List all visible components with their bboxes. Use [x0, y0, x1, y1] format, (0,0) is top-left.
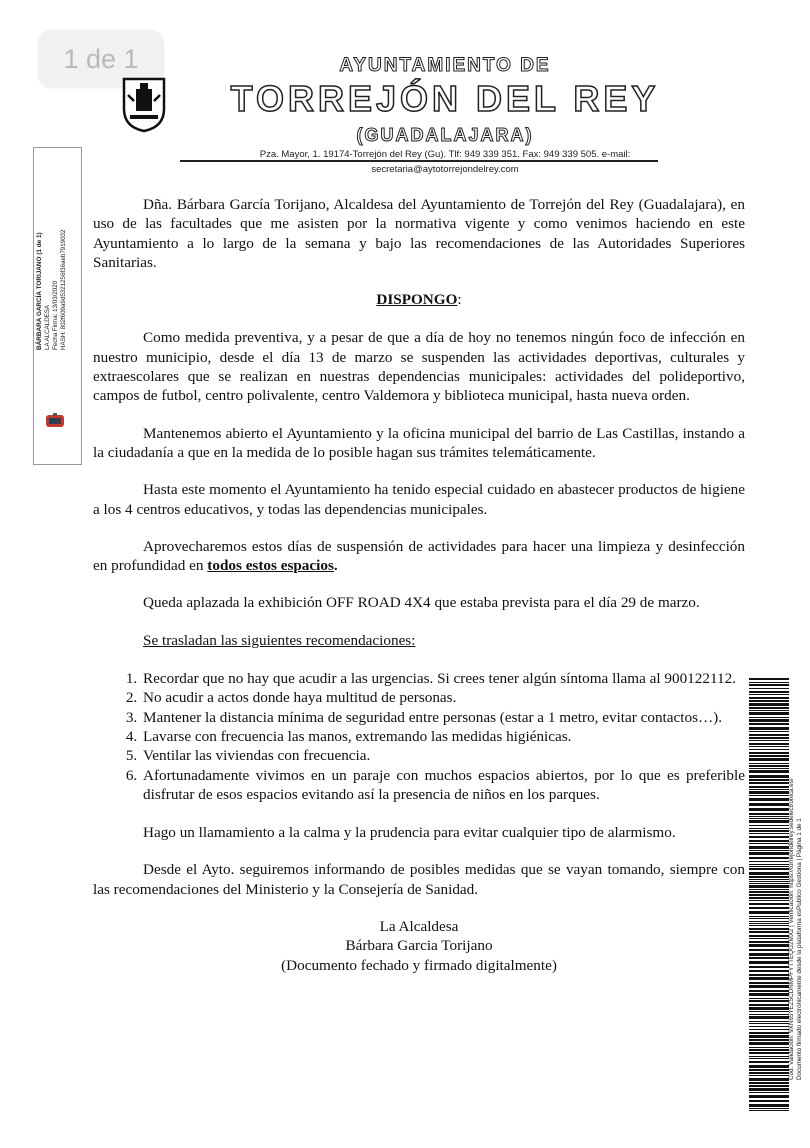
- dispongo-word: DISPONGO: [376, 291, 458, 309]
- header-divider: [180, 160, 658, 162]
- seal-icon: [44, 412, 66, 430]
- signature-details: [36, 200, 68, 350]
- recommendations-list: [93, 669, 745, 804]
- dispongo-colon: :: [457, 291, 462, 309]
- signature-block: [93, 917, 745, 975]
- paragraph-cleaning: [93, 537, 745, 576]
- dispongo-heading: [93, 290, 745, 309]
- paragraph-open-offices: Mantenemos abierto el Ayuntamiento y la oficina municipal del barrio de Las Castillas, instando a la ciudadanía a que en la medida de lo posible hagan sus trámites telemáticamente.: [93, 424, 745, 461]
- list-item: 3. Mantener la distancia mínima de seguridad entre personas (estar a 1 metro, evitar contactos…).: [141, 708, 745, 727]
- list-item: 6. Afortunadamente vivimos en un paraje con muchos espacios abiertos, por lo que es preferible disfrutar de esos espacios evitando así la presencia de niños en los parques.: [141, 766, 745, 805]
- validation-barcode: [749, 678, 789, 1111]
- paragraph-hygiene: Hasta este momento el Ayuntamiento ha tenido especial cuidado en abastecer productos de higiene a los 4 centros educativos, y todas las dependencias municipales.: [93, 481, 745, 518]
- paragraph-updates: Desde el Ayto. seguiremos informando de posibles medidas que se vayan tomando, siempre con las recomendaciones del Ministerio y la Consejería de Sanidad.: [93, 861, 745, 898]
- sign-name: Bárbara Garcia Torijano: [345, 937, 493, 955]
- recommendations-title: Se trasladan las siguientes recomendaciones:: [143, 631, 416, 649]
- verification-code: Cód. Validación: 9XN65YEZ5CDNMPFYTTEQG2MX2 | Verificación: https://torrejondelrey.sedelectronica.es/: [788, 778, 795, 1080]
- verification-text: [788, 778, 804, 1080]
- cleaning-text: Aprovecharemos estos días de suspensión de actividades para hacer una limpieza y desinfección en profundidad en: [93, 537, 745, 575]
- letterhead-address: Pza. Mayor, 1. 19174-Torrejón del Rey (Gu). Tlf: 949 339 351. Fax: 949 339 505. e-mail:: [259, 149, 631, 160]
- letterhead-email: secretaria@aytotorrejondelrey.com: [371, 164, 519, 175]
- signer-role: LA ALCALDESA: [44, 304, 51, 350]
- paragraph-offroad: Queda aplazada la exhibición OFF ROAD 4X4 que estaba prevista para el día 29 de marzo.: [143, 594, 700, 612]
- letterhead-province: (GUADALAJARA): [356, 125, 534, 145]
- letterhead: [200, 55, 690, 176]
- signature-date: Fecha Firma: 13/03/2020: [52, 280, 59, 350]
- page-indicator: 1 de 1: [38, 30, 164, 88]
- cleaning-period: .: [333, 557, 338, 575]
- sign-note: (Documento fechado y firmado digitalmente): [281, 956, 557, 974]
- document-body: [93, 195, 745, 975]
- paragraph-suspension: Como medida preventiva, y a pesar de que a día de hoy no tenemos ningún foco de infección en nuestro municipio, desde el día 13 de marzo se suspenden las actividades deportivas, culturales y extraescolares que se realizan en nuestras dependencias municipales: actividades del polideportivo, campos de futbol, centro polivalente, centro Valdemora y biblioteca municipal, hasta nueva orden.: [93, 329, 745, 405]
- signer-name: BÁRBARA GARCÍA TORIJANO (1 de 1): [36, 232, 43, 350]
- list-item: 4. Lavarse con frecuencia las manos, extremando las medidas higiénicas.: [141, 727, 745, 746]
- intro-paragraph: Dña. Bárbara García Torijano, Alcaldesa del Ayuntamiento de Torrejón del Rey (Guadalajara), en uso de las facultades que me asisten por la normativa vigente y como venimos haciendo en este Ayuntamiento a lo largo de la semana y bajo las recomendaciones de las Autoridades Superiores Sanitarias.: [93, 196, 745, 271]
- sign-role: La Alcaldesa: [379, 918, 459, 936]
- coat-of-arms-icon: [118, 75, 170, 133]
- list-item: 5. Ventilar las viviendas con frecuencia.: [141, 746, 745, 765]
- verification-platform: Documento firmado electrónicamente desde la plataforma esPublico Gestiona | Página 1 de 1: [796, 818, 803, 1080]
- signature-hash: HASH: 802f609a9d5321256f36aeb7919032: [60, 229, 67, 350]
- list-item: 1. Recordar que no hay que acudir a las urgencias. Si crees tener algún síntoma llama al 900122112.: [141, 669, 745, 688]
- paragraph-calm: Hago un llamamiento a la calma y la prudencia para evitar cualquier tipo de alarmismo.: [143, 824, 676, 842]
- list-item: 2. No acudir a actos donde haya multitud de personas.: [141, 688, 745, 707]
- letterhead-line1: AYUNTAMIENTO DE: [339, 55, 551, 76]
- cleaning-emphasis: todos estos espacios: [207, 557, 334, 575]
- letterhead-municipality: TORREJÓN DEL REY: [230, 78, 660, 119]
